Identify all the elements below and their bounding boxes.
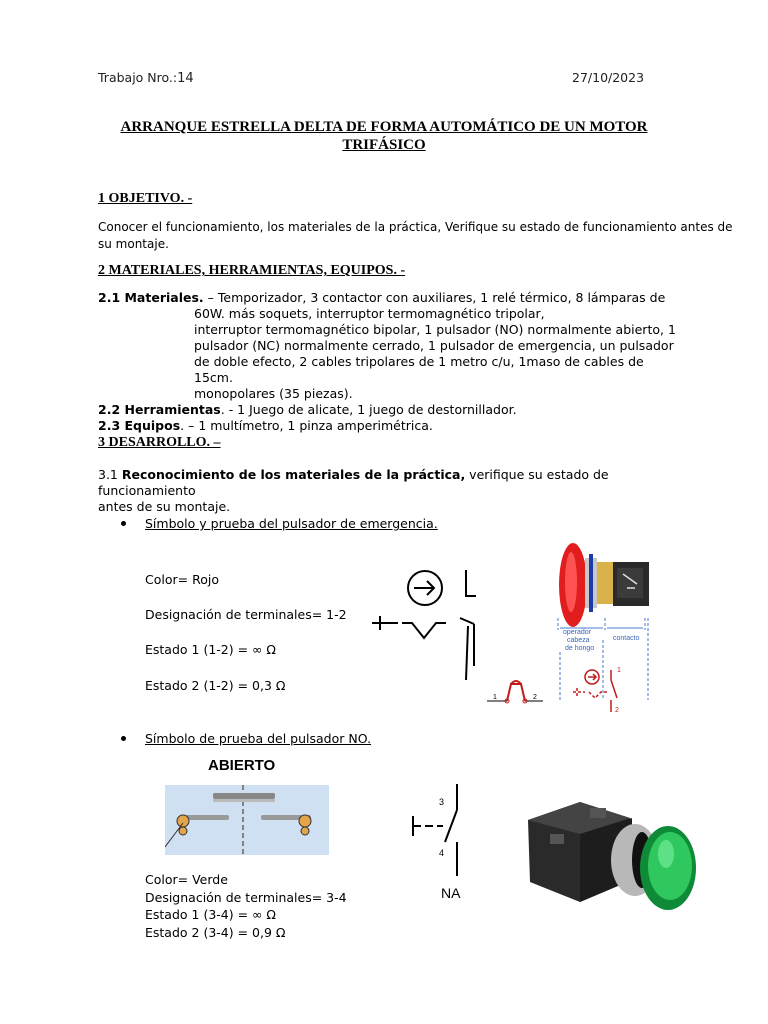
emergency-state-2: Estado 2 (1-2) = 0,3 Ω xyxy=(145,678,286,693)
bullet-dot xyxy=(121,736,126,741)
emergency-bullet-text: Símbolo y prueba del pulsador de emergencia. xyxy=(145,516,438,531)
intro-rest: verifique su estado de funcionamiento xyxy=(98,467,609,498)
materials-line-5: de doble efecto, 2 cables tripolares de 1 metro c/u, 1maso de cables de 15cm. xyxy=(194,354,644,385)
label-t1-small: 1 xyxy=(493,694,497,701)
objective-heading: 1 OBJETIVO. - xyxy=(98,191,193,206)
objective-line-1: Conocer el funcionamiento, los materiales de la práctica, Verifique su estado de funcionamiento antes de xyxy=(98,220,733,234)
label-cabeza: cabeza xyxy=(567,637,590,644)
symbol-terminal-4: 4 xyxy=(439,848,445,858)
bullet-dot xyxy=(121,521,126,526)
development-heading: 3 DESARROLLO. – xyxy=(98,435,221,450)
equipment-label: 2.3 Equipos xyxy=(98,418,181,433)
materials-label: 2.1 Materiales. xyxy=(98,290,204,305)
symbol-terminal-3: 3 xyxy=(439,797,445,807)
green-button-photo xyxy=(520,790,705,915)
title-line-2: TRIFÁSICO xyxy=(342,137,426,153)
development-intro xyxy=(98,467,688,515)
label-operator: operador xyxy=(563,629,592,636)
materials-line-4: pulsador (NC) normalmente cerrado, 1 pulsador de emergencia, un pulsador xyxy=(194,338,674,353)
emergency-symbol-diagram xyxy=(368,562,483,682)
emergency-color: Color= Rojo xyxy=(145,572,219,587)
no-button-state-2: Estado 2 (3-4) = 0,9 Ω xyxy=(145,925,286,940)
objective-line-2: su montaje. xyxy=(98,237,169,251)
emergency-terminals: Designación de terminales= 1-2 xyxy=(145,607,347,622)
symbol-na-label: NA xyxy=(441,885,461,901)
tools-text: . - 1 Juego de alicate, 1 juego de destornillador. xyxy=(220,402,517,417)
header-work-number xyxy=(98,70,194,86)
na-symbol-diagram xyxy=(405,780,475,905)
header-date: 27/10/2023 xyxy=(572,70,645,85)
materials-line-6: monopolares (35 piezas). xyxy=(194,386,353,401)
materials-block xyxy=(98,290,678,434)
no-button-color: Color= Verde xyxy=(145,872,228,887)
label-t2: 2 xyxy=(615,707,619,714)
label-t1: 1 xyxy=(617,667,621,674)
emergency-state-1: Estado 1 (1-2) = ∞ Ω xyxy=(145,642,276,657)
label-t2-small: 2 xyxy=(533,694,537,701)
label-hongo: de hongo xyxy=(565,645,595,652)
intro-bold: Reconocimiento de los materiales de la práctica, xyxy=(121,467,466,482)
objective-text xyxy=(98,219,733,253)
document-title xyxy=(110,118,658,154)
no-button-state-1: Estado 1 (3-4) = ∞ Ω xyxy=(145,907,276,922)
materials-line-3: interruptor termomagnético bipolar, 1 pulsador (NO) normalmente abierto, 1 xyxy=(194,322,676,337)
materials-heading: 2 MATERIALES, HERRAMIENTAS, EQUIPOS. - xyxy=(98,263,406,278)
work-number: 14 xyxy=(177,71,194,86)
intro-number: 3.1 xyxy=(98,467,122,482)
no-button-terminals: Designación de terminales= 3-4 xyxy=(145,890,347,905)
label-contacto: contacto xyxy=(613,635,640,642)
materials-line-1: – Temporizador, 3 contactor con auxiliares, 1 relé térmico, 8 lámparas de xyxy=(203,290,666,305)
abierto-title: ABIERTO xyxy=(208,757,276,774)
emergency-button-figure xyxy=(485,540,660,715)
materials-line-2: 60W. más soquets, interruptor termomagnético tripolar, xyxy=(194,306,545,321)
work-label: Trabajo Nro.: xyxy=(98,70,178,85)
equipment-text: . – 1 multímetro, 1 pinza amperimétrica. xyxy=(180,418,433,433)
abierto-diagram xyxy=(165,785,329,855)
title-line-1: ARRANQUE ESTRELLA DELTA DE FORMA AUTOMÁTICO DE UN MOTOR xyxy=(120,119,648,135)
no-button-bullet-text: Símbolo de prueba del pulsador NO. xyxy=(145,731,372,746)
tools-label: 2.2 Herramientas xyxy=(98,402,221,417)
intro-line-2: antes de su montaje. xyxy=(98,499,231,514)
